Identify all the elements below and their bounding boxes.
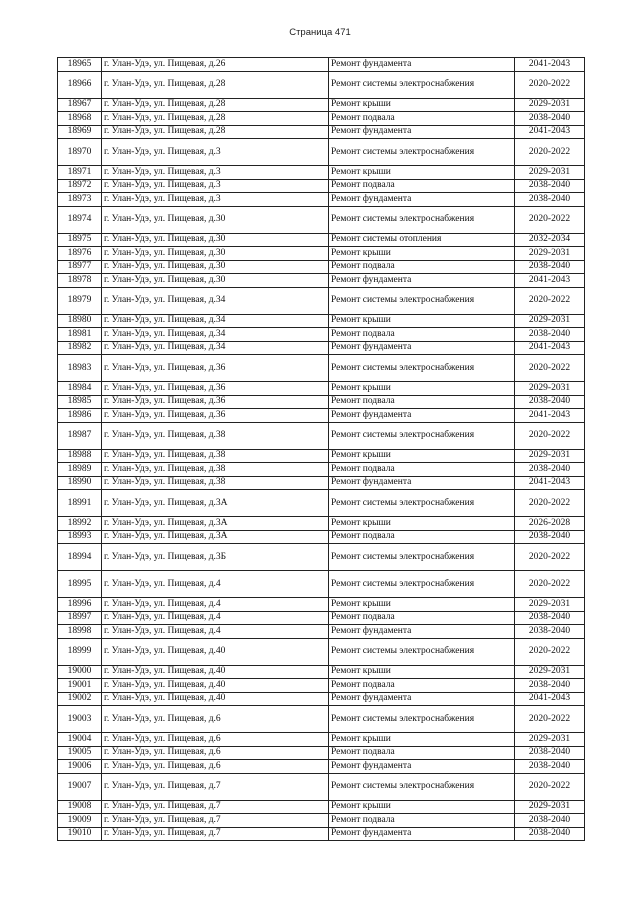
address-cell: г. Улан-Удэ, ул. Пищевая, д.30 (102, 260, 329, 274)
period-cell: 2029-2031 (515, 166, 585, 180)
row-number-cell: 18995 (58, 571, 102, 598)
row-number-cell: 18981 (58, 328, 102, 342)
row-number-cell: 18992 (58, 517, 102, 531)
table-row (58, 625, 585, 639)
work-type-cell: Ремонт подвала (329, 328, 515, 342)
table-row (58, 760, 585, 774)
period-cell: 2020-2022 (515, 706, 585, 733)
address-cell: г. Улан-Удэ, ул. Пищевая, д.30 (102, 233, 329, 247)
period-cell: 2038-2040 (515, 193, 585, 207)
table-row (58, 827, 585, 841)
period-cell: 2026-2028 (515, 517, 585, 531)
row-number-cell: 19000 (58, 665, 102, 679)
work-type-cell: Ремонт системы отопления (329, 233, 515, 247)
period-cell: 2038-2040 (515, 625, 585, 639)
page-header: Страница 471 (289, 27, 351, 38)
work-type-cell: Ремонт крыши (329, 247, 515, 261)
work-type-cell: Ремонт крыши (329, 517, 515, 531)
period-cell: 2020-2022 (515, 139, 585, 166)
table-row (58, 800, 585, 814)
work-type-cell: Ремонт системы электроснабжения (329, 71, 515, 98)
work-type-cell: Ремонт крыши (329, 166, 515, 180)
table-row (58, 341, 585, 355)
work-type-cell: Ремонт подвала (329, 814, 515, 828)
row-number-cell: 18976 (58, 247, 102, 261)
address-cell: г. Улан-Удэ, ул. Пищевая, д.28 (102, 98, 329, 112)
row-number-cell: 19008 (58, 800, 102, 814)
address-cell: г. Улан-Удэ, ул. Пищевая, д.4 (102, 611, 329, 625)
address-cell: г. Улан-Удэ, ул. Пищевая, д.28 (102, 112, 329, 126)
period-cell: 2041-2043 (515, 476, 585, 490)
period-cell: 2020-2022 (515, 422, 585, 449)
work-type-cell: Ремонт системы электроснабжения (329, 638, 515, 665)
period-cell: 2038-2040 (515, 463, 585, 477)
address-cell: г. Улан-Удэ, ул. Пищевая, д.34 (102, 314, 329, 328)
period-cell: 2038-2040 (515, 179, 585, 193)
table-row (58, 125, 585, 139)
row-number-cell: 19004 (58, 733, 102, 747)
work-type-cell: Ремонт подвала (329, 260, 515, 274)
row-number-cell: 18993 (58, 530, 102, 544)
work-type-cell: Ремонт фундамента (329, 125, 515, 139)
address-cell: г. Улан-Удэ, ул. Пищевая, д.6 (102, 760, 329, 774)
table-row (58, 746, 585, 760)
address-cell: г. Улан-Удэ, ул. Пищевая, д.38 (102, 476, 329, 490)
address-cell: г. Улан-Удэ, ул. Пищевая, д.36 (102, 395, 329, 409)
work-type-cell: Ремонт системы электроснабжения (329, 571, 515, 598)
address-cell: г. Улан-Удэ, ул. Пищевая, д.4 (102, 598, 329, 612)
address-cell: г. Улан-Удэ, ул. Пищевая, д.3 (102, 193, 329, 207)
period-cell: 2038-2040 (515, 260, 585, 274)
work-type-cell: Ремонт системы электроснабжения (329, 544, 515, 571)
address-cell: г. Улан-Удэ, ул. Пищевая, д.3Б (102, 544, 329, 571)
table-row (58, 409, 585, 423)
work-type-cell: Ремонт крыши (329, 98, 515, 112)
address-cell: г. Улан-Удэ, ул. Пищевая, д.34 (102, 341, 329, 355)
table-row (58, 179, 585, 193)
period-cell: 2020-2022 (515, 773, 585, 800)
period-cell: 2020-2022 (515, 571, 585, 598)
period-cell: 2041-2043 (515, 341, 585, 355)
address-cell: г. Улан-Удэ, ул. Пищевая, д.7 (102, 773, 329, 800)
period-cell: 2029-2031 (515, 733, 585, 747)
address-cell: г. Улан-Удэ, ул. Пищевая, д.3А (102, 530, 329, 544)
row-number-cell: 18998 (58, 625, 102, 639)
row-number-cell: 18985 (58, 395, 102, 409)
period-cell: 2029-2031 (515, 98, 585, 112)
table-row (58, 449, 585, 463)
row-number-cell: 19005 (58, 746, 102, 760)
table-row (58, 382, 585, 396)
row-number-cell: 18983 (58, 355, 102, 382)
address-cell: г. Улан-Удэ, ул. Пищевая, д.4 (102, 625, 329, 639)
row-number-cell: 19009 (58, 814, 102, 828)
table-row (58, 665, 585, 679)
table-row (58, 598, 585, 612)
work-type-cell: Ремонт системы электроснабжения (329, 773, 515, 800)
address-cell: г. Улан-Удэ, ул. Пищевая, д.40 (102, 638, 329, 665)
address-cell: г. Улан-Удэ, ул. Пищевая, д.7 (102, 800, 329, 814)
address-cell: г. Улан-Удэ, ул. Пищевая, д.34 (102, 328, 329, 342)
table-row (58, 355, 585, 382)
address-cell: г. Улан-Удэ, ул. Пищевая, д.28 (102, 125, 329, 139)
period-cell: 2029-2031 (515, 314, 585, 328)
address-cell: г. Улан-Удэ, ул. Пищевая, д.28 (102, 71, 329, 98)
row-number-cell: 18996 (58, 598, 102, 612)
address-cell: г. Улан-Удэ, ул. Пищевая, д.38 (102, 422, 329, 449)
row-number-cell: 18977 (58, 260, 102, 274)
address-cell: г. Улан-Удэ, ул. Пищевая, д.3 (102, 139, 329, 166)
address-cell: г. Улан-Удэ, ул. Пищевая, д.36 (102, 382, 329, 396)
row-number-cell: 18971 (58, 166, 102, 180)
row-number-cell: 18979 (58, 287, 102, 314)
row-number-cell: 19006 (58, 760, 102, 774)
table-row (58, 422, 585, 449)
address-cell: г. Улан-Удэ, ул. Пищевая, д.3А (102, 490, 329, 517)
row-number-cell: 18966 (58, 71, 102, 98)
row-number-cell: 18970 (58, 139, 102, 166)
row-number-cell: 19010 (58, 827, 102, 841)
row-number-cell: 18972 (58, 179, 102, 193)
work-type-cell: Ремонт системы электроснабжения (329, 490, 515, 517)
table-row (58, 476, 585, 490)
table-row (58, 706, 585, 733)
period-cell: 2038-2040 (515, 760, 585, 774)
table-row (58, 611, 585, 625)
table-row (58, 571, 585, 598)
table-row (58, 287, 585, 314)
period-cell: 2041-2043 (515, 125, 585, 139)
table-row (58, 71, 585, 98)
row-number-cell: 18974 (58, 206, 102, 233)
address-cell: г. Улан-Удэ, ул. Пищевая, д.30 (102, 274, 329, 288)
table-row (58, 112, 585, 126)
work-type-cell: Ремонт фундамента (329, 193, 515, 207)
address-cell: г. Улан-Удэ, ул. Пищевая, д.3 (102, 166, 329, 180)
table-row (58, 530, 585, 544)
table-row (58, 733, 585, 747)
address-cell: г. Улан-Удэ, ул. Пищевая, д.30 (102, 247, 329, 261)
address-cell: г. Улан-Удэ, ул. Пищевая, д.40 (102, 692, 329, 706)
period-cell: 2038-2040 (515, 814, 585, 828)
table-row (58, 58, 585, 72)
address-cell: г. Улан-Удэ, ул. Пищевая, д.34 (102, 287, 329, 314)
work-type-cell: Ремонт системы электроснабжения (329, 355, 515, 382)
table-row (58, 139, 585, 166)
work-type-cell: Ремонт подвала (329, 463, 515, 477)
period-cell: 2029-2031 (515, 382, 585, 396)
row-number-cell: 18989 (58, 463, 102, 477)
period-cell: 2041-2043 (515, 692, 585, 706)
period-cell: 2038-2040 (515, 679, 585, 693)
table-row (58, 328, 585, 342)
row-number-cell: 18968 (58, 112, 102, 126)
period-cell: 2032-2034 (515, 233, 585, 247)
period-cell: 2038-2040 (515, 611, 585, 625)
table-row (58, 544, 585, 571)
work-type-cell: Ремонт фундамента (329, 274, 515, 288)
period-cell: 2020-2022 (515, 287, 585, 314)
row-number-cell: 18994 (58, 544, 102, 571)
row-number-cell: 18997 (58, 611, 102, 625)
row-number-cell: 18980 (58, 314, 102, 328)
table-row (58, 274, 585, 288)
work-type-cell: Ремонт фундамента (329, 827, 515, 841)
work-type-cell: Ремонт крыши (329, 800, 515, 814)
period-cell: 2041-2043 (515, 274, 585, 288)
row-number-cell: 18982 (58, 341, 102, 355)
table-row (58, 638, 585, 665)
period-cell: 2020-2022 (515, 206, 585, 233)
table-row (58, 395, 585, 409)
table-row (58, 98, 585, 112)
period-cell: 2029-2031 (515, 449, 585, 463)
period-cell: 2029-2031 (515, 247, 585, 261)
work-type-cell: Ремонт фундамента (329, 409, 515, 423)
row-number-cell: 19003 (58, 706, 102, 733)
table-row (58, 692, 585, 706)
address-cell: г. Улан-Удэ, ул. Пищевая, д.38 (102, 449, 329, 463)
row-number-cell: 18990 (58, 476, 102, 490)
work-type-cell: Ремонт подвала (329, 530, 515, 544)
work-type-cell: Ремонт системы электроснабжения (329, 422, 515, 449)
table-row (58, 679, 585, 693)
address-cell: г. Улан-Удэ, ул. Пищевая, д.30 (102, 206, 329, 233)
period-cell: 2020-2022 (515, 544, 585, 571)
work-type-cell: Ремонт фундамента (329, 341, 515, 355)
row-number-cell: 18967 (58, 98, 102, 112)
work-type-cell: Ремонт фундамента (329, 58, 515, 72)
period-cell: 2029-2031 (515, 800, 585, 814)
repair-schedule-table (57, 57, 585, 841)
work-type-cell: Ремонт крыши (329, 665, 515, 679)
table-row (58, 463, 585, 477)
work-type-cell: Ремонт крыши (329, 449, 515, 463)
row-number-cell: 18988 (58, 449, 102, 463)
work-type-cell: Ремонт крыши (329, 314, 515, 328)
address-cell: г. Улан-Удэ, ул. Пищевая, д.4 (102, 571, 329, 598)
period-cell: 2038-2040 (515, 328, 585, 342)
address-cell: г. Улан-Удэ, ул. Пищевая, д.26 (102, 58, 329, 72)
period-cell: 2041-2043 (515, 409, 585, 423)
row-number-cell: 18991 (58, 490, 102, 517)
table-row (58, 206, 585, 233)
table-row (58, 814, 585, 828)
period-cell: 2038-2040 (515, 827, 585, 841)
period-cell: 2038-2040 (515, 395, 585, 409)
address-cell: г. Улан-Удэ, ул. Пищевая, д.38 (102, 463, 329, 477)
address-cell: г. Улан-Удэ, ул. Пищевая, д.7 (102, 827, 329, 841)
address-cell: г. Улан-Удэ, ул. Пищевая, д.40 (102, 679, 329, 693)
row-number-cell: 19001 (58, 679, 102, 693)
period-cell: 2020-2022 (515, 638, 585, 665)
table-row (58, 193, 585, 207)
row-number-cell: 18973 (58, 193, 102, 207)
row-number-cell: 19007 (58, 773, 102, 800)
row-number-cell: 18999 (58, 638, 102, 665)
period-cell: 2029-2031 (515, 598, 585, 612)
row-number-cell: 18984 (58, 382, 102, 396)
period-cell: 2020-2022 (515, 71, 585, 98)
work-type-cell: Ремонт крыши (329, 733, 515, 747)
address-cell: г. Улан-Удэ, ул. Пищевая, д.36 (102, 355, 329, 382)
work-type-cell: Ремонт подвала (329, 112, 515, 126)
address-cell: г. Улан-Удэ, ул. Пищевая, д.6 (102, 706, 329, 733)
work-type-cell: Ремонт системы электроснабжения (329, 287, 515, 314)
table-row (58, 247, 585, 261)
table-row (58, 314, 585, 328)
work-type-cell: Ремонт крыши (329, 598, 515, 612)
work-type-cell: Ремонт крыши (329, 382, 515, 396)
period-cell: 2038-2040 (515, 112, 585, 126)
work-type-cell: Ремонт фундамента (329, 476, 515, 490)
address-cell: г. Улан-Удэ, ул. Пищевая, д.3А (102, 517, 329, 531)
row-number-cell: 18987 (58, 422, 102, 449)
row-number-cell: 19002 (58, 692, 102, 706)
table-row (58, 166, 585, 180)
address-cell: г. Улан-Удэ, ул. Пищевая, д.7 (102, 814, 329, 828)
work-type-cell: Ремонт системы электроснабжения (329, 706, 515, 733)
table-row (58, 233, 585, 247)
work-type-cell: Ремонт подвала (329, 679, 515, 693)
period-cell: 2020-2022 (515, 490, 585, 517)
period-cell: 2020-2022 (515, 355, 585, 382)
work-type-cell: Ремонт подвала (329, 179, 515, 193)
row-number-cell: 18969 (58, 125, 102, 139)
table-row (58, 260, 585, 274)
row-number-cell: 18965 (58, 58, 102, 72)
table-body (58, 58, 585, 841)
work-type-cell: Ремонт подвала (329, 746, 515, 760)
table-row (58, 773, 585, 800)
address-cell: г. Улан-Удэ, ул. Пищевая, д.36 (102, 409, 329, 423)
work-type-cell: Ремонт фундамента (329, 692, 515, 706)
address-cell: г. Улан-Удэ, ул. Пищевая, д.6 (102, 733, 329, 747)
work-type-cell: Ремонт фундамента (329, 625, 515, 639)
address-cell: г. Улан-Удэ, ул. Пищевая, д.6 (102, 746, 329, 760)
row-number-cell: 18986 (58, 409, 102, 423)
period-cell: 2029-2031 (515, 665, 585, 679)
work-type-cell: Ремонт системы электроснабжения (329, 206, 515, 233)
work-type-cell: Ремонт системы электроснабжения (329, 139, 515, 166)
row-number-cell: 18975 (58, 233, 102, 247)
address-cell: г. Улан-Удэ, ул. Пищевая, д.40 (102, 665, 329, 679)
row-number-cell: 18978 (58, 274, 102, 288)
period-cell: 2038-2040 (515, 530, 585, 544)
work-type-cell: Ремонт подвала (329, 395, 515, 409)
table-row (58, 517, 585, 531)
work-type-cell: Ремонт фундамента (329, 760, 515, 774)
period-cell: 2038-2040 (515, 746, 585, 760)
period-cell: 2041-2043 (515, 58, 585, 72)
work-type-cell: Ремонт подвала (329, 611, 515, 625)
table-row (58, 490, 585, 517)
address-cell: г. Улан-Удэ, ул. Пищевая, д.3 (102, 179, 329, 193)
